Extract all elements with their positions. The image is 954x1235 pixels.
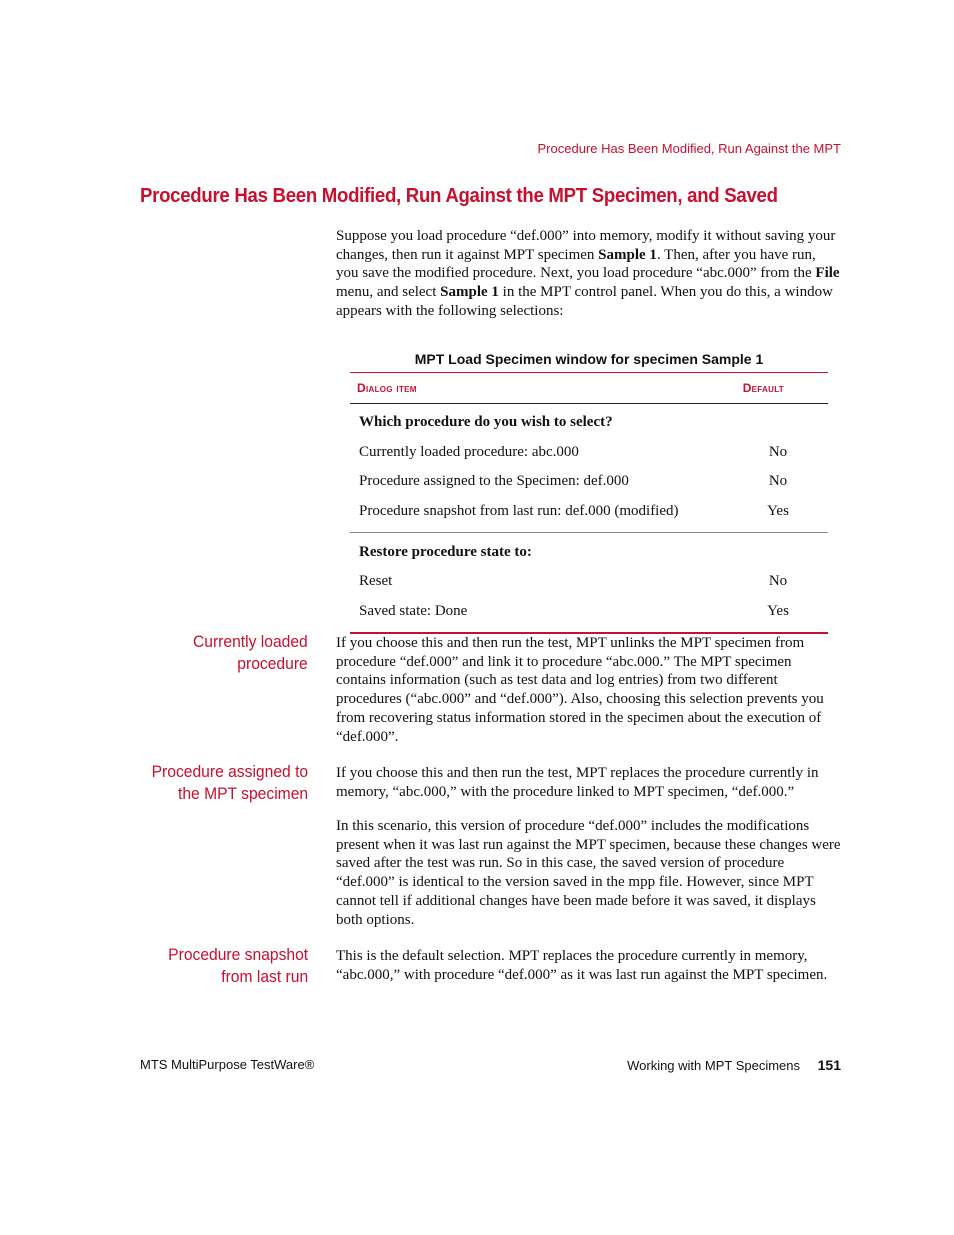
- side-heading-line: from last run: [221, 967, 308, 986]
- footer-chapter: Working with MPT Specimens: [627, 1058, 801, 1073]
- intro-bold-sample: Sample 1: [598, 246, 657, 263]
- footer-product: MTS MultiPurpose TestWare®: [140, 1057, 315, 1072]
- dialog-items-table: [350, 372, 828, 634]
- intro-bold-file: File: [815, 265, 840, 282]
- footer-right: [627, 1057, 841, 1073]
- row-default: Yes: [767, 503, 789, 520]
- intro-text-4: in the MPT control panel. When you do this, a window appears with the following selections:: [336, 284, 833, 319]
- section-title: Procedure Has Been Modified, Run Against the MPT Specimen, and Saved: [140, 185, 778, 207]
- table-row: [350, 567, 828, 597]
- page-number: 151: [817, 1057, 841, 1073]
- intro-text-3: menu, and select: [336, 284, 441, 301]
- intro-paragraph: [336, 227, 842, 321]
- side-heading-line: Procedure assigned to: [151, 762, 308, 781]
- row-item: Procedure snapshot from last run: def.000 (modified): [359, 503, 679, 520]
- table-row: [350, 597, 828, 627]
- group-label-text: Which procedure do you wish to select?: [359, 414, 613, 431]
- row-default: Yes: [767, 602, 789, 619]
- intro-text-2: . Then, after you have run, you save the modified procedure. Next, you load procedure “abc.000” from the: [336, 246, 816, 282]
- side-heading-line: Currently loaded: [193, 632, 308, 651]
- entry-paragraph: If you choose this and then run the test, MPT replaces the procedure currently in memory, “abc.000,” with the procedure linked to MPT specimen, “def.000.”: [336, 765, 819, 800]
- table-caption: MPT Load Specimen window for specimen Sample 1: [414, 351, 764, 367]
- row-item: Currently loaded procedure: abc.000: [359, 443, 579, 460]
- row-default: No: [768, 443, 788, 460]
- table-group-label: [350, 408, 828, 438]
- table-row: [350, 497, 828, 527]
- table-header: [350, 373, 828, 404]
- intro-bold-sample-2: Sample 1: [440, 284, 499, 301]
- row-default: No: [768, 473, 788, 490]
- row-item: Procedure assigned to the Specimen: def.000: [359, 473, 629, 490]
- entry-paragraph: This is the default selection. MPT replaces the procedure currently in memory, “abc.000,” with procedure “def.000” as it was last run against the MPT specimen.: [336, 948, 828, 983]
- group-label-text: Restore procedure state to:: [359, 543, 532, 560]
- table-group-procedure-select: [350, 404, 828, 532]
- intro-text-1: Suppose you load procedure “def.000” into memory, modify it without saving your changes, then run it against MPT specimen: [336, 228, 836, 263]
- row-item: Saved state: Done: [359, 602, 468, 619]
- table-group-label: [350, 537, 828, 567]
- column-header-dialog-item: Dialog item: [357, 381, 417, 395]
- row-default: No: [768, 573, 788, 590]
- table-row: [350, 467, 828, 497]
- table-row: [350, 438, 828, 468]
- side-heading-procedure-snapshot: [168, 944, 308, 988]
- entry-paragraph: If you choose this and then run the test, MPT unlinks the MPT specimen from procedure “def.000” and link it to procedure “abc.000.” The MPT specimen contains information (such as test data and log entries) from two different procedures (“abc.000” and “def.000”). Also, choosing this selection prevents you from recovering status information stored in the specimen about the execution of “def.000”.: [336, 635, 824, 745]
- side-heading-currently-loaded: [193, 631, 308, 675]
- running-header: Procedure Has Been Modified, Run Against the MPT: [537, 141, 841, 156]
- column-header-default: Default: [742, 381, 784, 395]
- side-heading-line: the MPT specimen: [177, 784, 308, 803]
- table-group-restore-state: [350, 532, 828, 632]
- side-heading-procedure-assigned: [151, 761, 308, 805]
- side-heading-line: Procedure snapshot: [168, 945, 308, 964]
- entry-paragraph: In this scenario, this version of procedure “def.000” includes the modifications present when it was last run against the MPT specimen, because these changes were saved after the test was run. So in this case, the saved version of procedure “def.000” is identical to the version saved in the mpp file. However, since MPT cannot tell if additional changes have been made before it was saved, it displays both options.: [336, 818, 841, 928]
- side-heading-line: procedure: [237, 654, 308, 673]
- row-item: Reset: [359, 573, 393, 590]
